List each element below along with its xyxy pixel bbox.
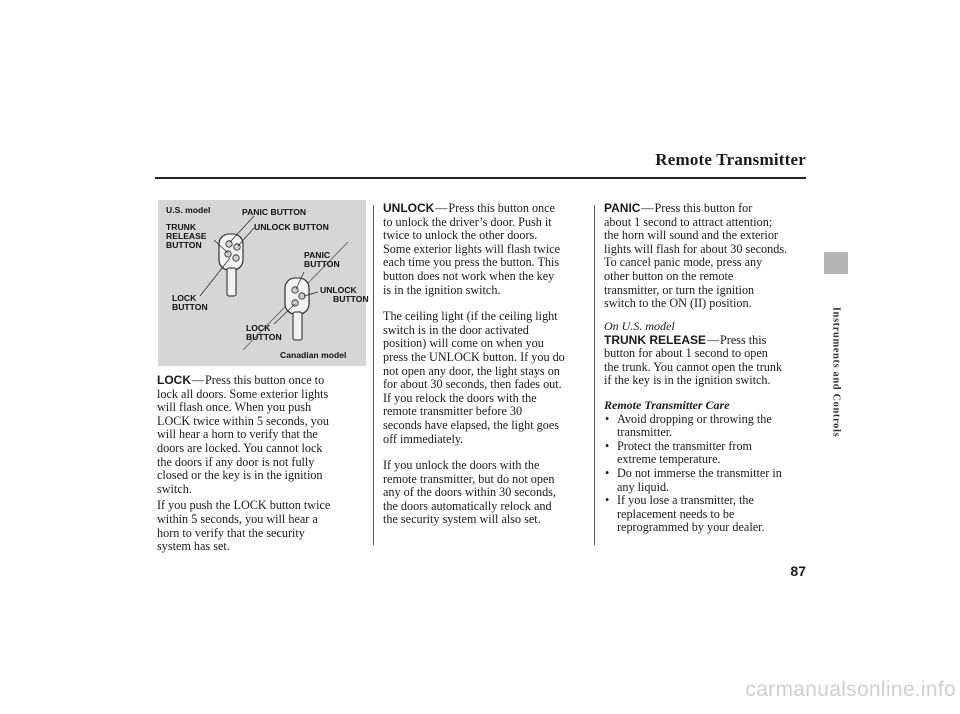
text-line: • Protect the transmitter from: [617, 438, 753, 453]
text-line: the horn will sound and the exterior: [604, 228, 778, 243]
text-line: The ceiling light (if the ceiling light: [383, 309, 558, 324]
trunk-release-button-label: [166, 223, 207, 251]
text-line: Press this button once: [448, 201, 555, 215]
label-line: BUTTON: [333, 294, 369, 305]
text-line: each time you press the button. This: [383, 255, 560, 270]
text-line: within 5 seconds, you will hear a: [157, 511, 318, 526]
text-line: switch is in the door activated: [383, 322, 529, 337]
text-line: transmitter, or turn the ignition: [604, 282, 755, 297]
label-line: RELEASE: [166, 231, 207, 242]
text-line: If you push the LOCK button twice: [157, 498, 331, 513]
text-line: doors are locked. You cannot lock: [157, 440, 323, 455]
label-line: BUTTON: [246, 332, 282, 343]
text-line: extreme temperature.: [617, 452, 721, 467]
label-line: TRUNK: [166, 222, 197, 232]
lock-section: [157, 374, 330, 554]
unlock-button-label-us: UNLOCK BUTTON: [254, 222, 329, 232]
unlock-button-label-ca: [320, 286, 369, 304]
text-line: the doors automatically relock and: [383, 498, 552, 513]
unlock-section: [383, 202, 565, 527]
panic-button-label-ca: [304, 251, 340, 269]
trunk-first-line: [604, 334, 782, 348]
list-item: [604, 413, 782, 440]
text-line: the doors if any door is not fully: [157, 454, 315, 469]
text-line: Press this: [720, 332, 767, 347]
text-line: any liquid.: [617, 479, 670, 494]
text-line: To cancel panic mode, press any: [604, 255, 763, 270]
unlock-dash: —: [435, 201, 448, 215]
trunk-dash: —: [706, 332, 720, 347]
text-line: remote transmitter, but do not open: [383, 471, 555, 486]
list-item: [604, 494, 782, 535]
label-line: UNLOCK: [320, 285, 357, 295]
text-line: lock all doors. Some exterior lights: [157, 386, 329, 401]
text-line: about 1 second to attract attention;: [604, 214, 773, 229]
remote-transmitter-figure: [158, 200, 369, 366]
text-line: twice to unlock the other doors.: [383, 228, 538, 243]
label-line: PANIC: [304, 250, 331, 260]
text-line: replacement needs to be: [617, 506, 735, 521]
us-key-fob-icon: [219, 234, 243, 296]
title-rule: [155, 177, 806, 179]
text-line: system has set.: [157, 539, 230, 554]
trunk-release-section: [604, 320, 782, 388]
panic-button-label-us: PANIC BUTTON: [242, 207, 307, 217]
text-line: for about 30 seconds, then fades out.: [383, 377, 562, 392]
text-line: to unlock the driver’s door. Push it: [383, 214, 552, 229]
list-item: [604, 440, 782, 467]
text-line: if the key is in the ignition switch.: [604, 373, 771, 388]
text-line: position) will come on when you: [383, 336, 544, 351]
text-line: switch.: [157, 481, 192, 496]
text-line: not open any door, the light stays on: [383, 363, 560, 378]
lock-button-label-us: [172, 294, 208, 312]
text-line: LOCK twice within 5 seconds, you: [157, 413, 329, 428]
text-line: • Do not immerse the transmitter in: [617, 465, 782, 480]
page-title: Remote Transmitter: [655, 150, 806, 169]
text-line: closed or the key is in the ignition: [157, 468, 323, 483]
lock-button-label-ca: [246, 324, 282, 342]
text-line: button does not work when the key: [383, 268, 555, 283]
label-line: BUTTON: [166, 240, 202, 251]
text-line: off immediately.: [383, 431, 464, 446]
text-line: switch to the ON (II) position.: [604, 296, 752, 311]
text-line: the security system will also set.: [383, 512, 541, 527]
column-divider-left: [373, 205, 374, 545]
text-line: lights will flash for about 30 seconds.: [604, 241, 788, 256]
panic-dash: —: [641, 201, 654, 215]
column-divider-right: [594, 205, 595, 545]
section-tab-label: Instruments and Controls: [830, 306, 842, 438]
panic-heading: PANIC: [604, 201, 641, 215]
text-line: transmitter.: [617, 425, 673, 440]
lock-heading: LOCK: [157, 373, 191, 387]
text-line: will hear a horn to verify that the: [157, 427, 318, 442]
text-line: the trunk. You cannot open the trunk: [604, 359, 783, 374]
text-line: horn to verify that the security: [157, 525, 305, 540]
text-line: • Avoid dropping or throwing the: [617, 411, 772, 426]
list-item: [604, 467, 782, 494]
page-number: 87: [790, 563, 806, 579]
text-line: seconds have elapsed, the light goes: [383, 417, 559, 432]
canadian-model-label: Canadian model: [280, 350, 347, 360]
text-line: Some exterior lights will flash twice: [383, 241, 561, 256]
text-line: button for about 1 second to open: [604, 346, 768, 361]
text-line: Press this button for: [654, 201, 753, 215]
unlock-first-line: [383, 202, 565, 216]
label-line: LOCK: [246, 323, 271, 333]
text-line: Press this button once to: [205, 373, 325, 387]
panic-first-line: [604, 202, 787, 216]
text-line: reprogrammed by your dealer.: [617, 520, 765, 535]
watermark: carmanualsonline.info: [745, 678, 956, 701]
text-line: • If you lose a transmitter, the: [617, 493, 754, 508]
section-tab-marker: [824, 252, 848, 274]
us-model-note: On U.S. model: [604, 319, 675, 333]
care-heading: Remote Transmitter Care: [604, 398, 730, 412]
text-line: If you unlock the doors with the: [383, 458, 540, 473]
text-line: press the UNLOCK button. If you do: [383, 349, 565, 364]
text-line: remote transmitter before 30: [383, 404, 523, 419]
panic-section: [604, 202, 787, 311]
lock-dash: —: [191, 373, 205, 387]
us-model-label: U.S. model: [166, 205, 211, 215]
unlock-heading: UNLOCK: [383, 201, 435, 215]
text-line: other button on the remote: [604, 268, 734, 283]
label-line: BUTTON: [172, 302, 208, 313]
trunk-release-heading: TRUNK RELEASE: [604, 332, 707, 347]
label-line: LOCK: [172, 293, 197, 303]
label-line: BUTTON: [304, 259, 340, 270]
care-section: [604, 399, 782, 535]
lock-first-line: [157, 374, 330, 388]
text-line: any of the doors within 30 seconds,: [383, 485, 556, 500]
care-list: [604, 413, 782, 535]
text-line: is in the ignition switch.: [383, 282, 501, 297]
text-line: will flash once. When you push: [157, 400, 312, 415]
text-line: If you relock the doors with the: [383, 390, 537, 405]
